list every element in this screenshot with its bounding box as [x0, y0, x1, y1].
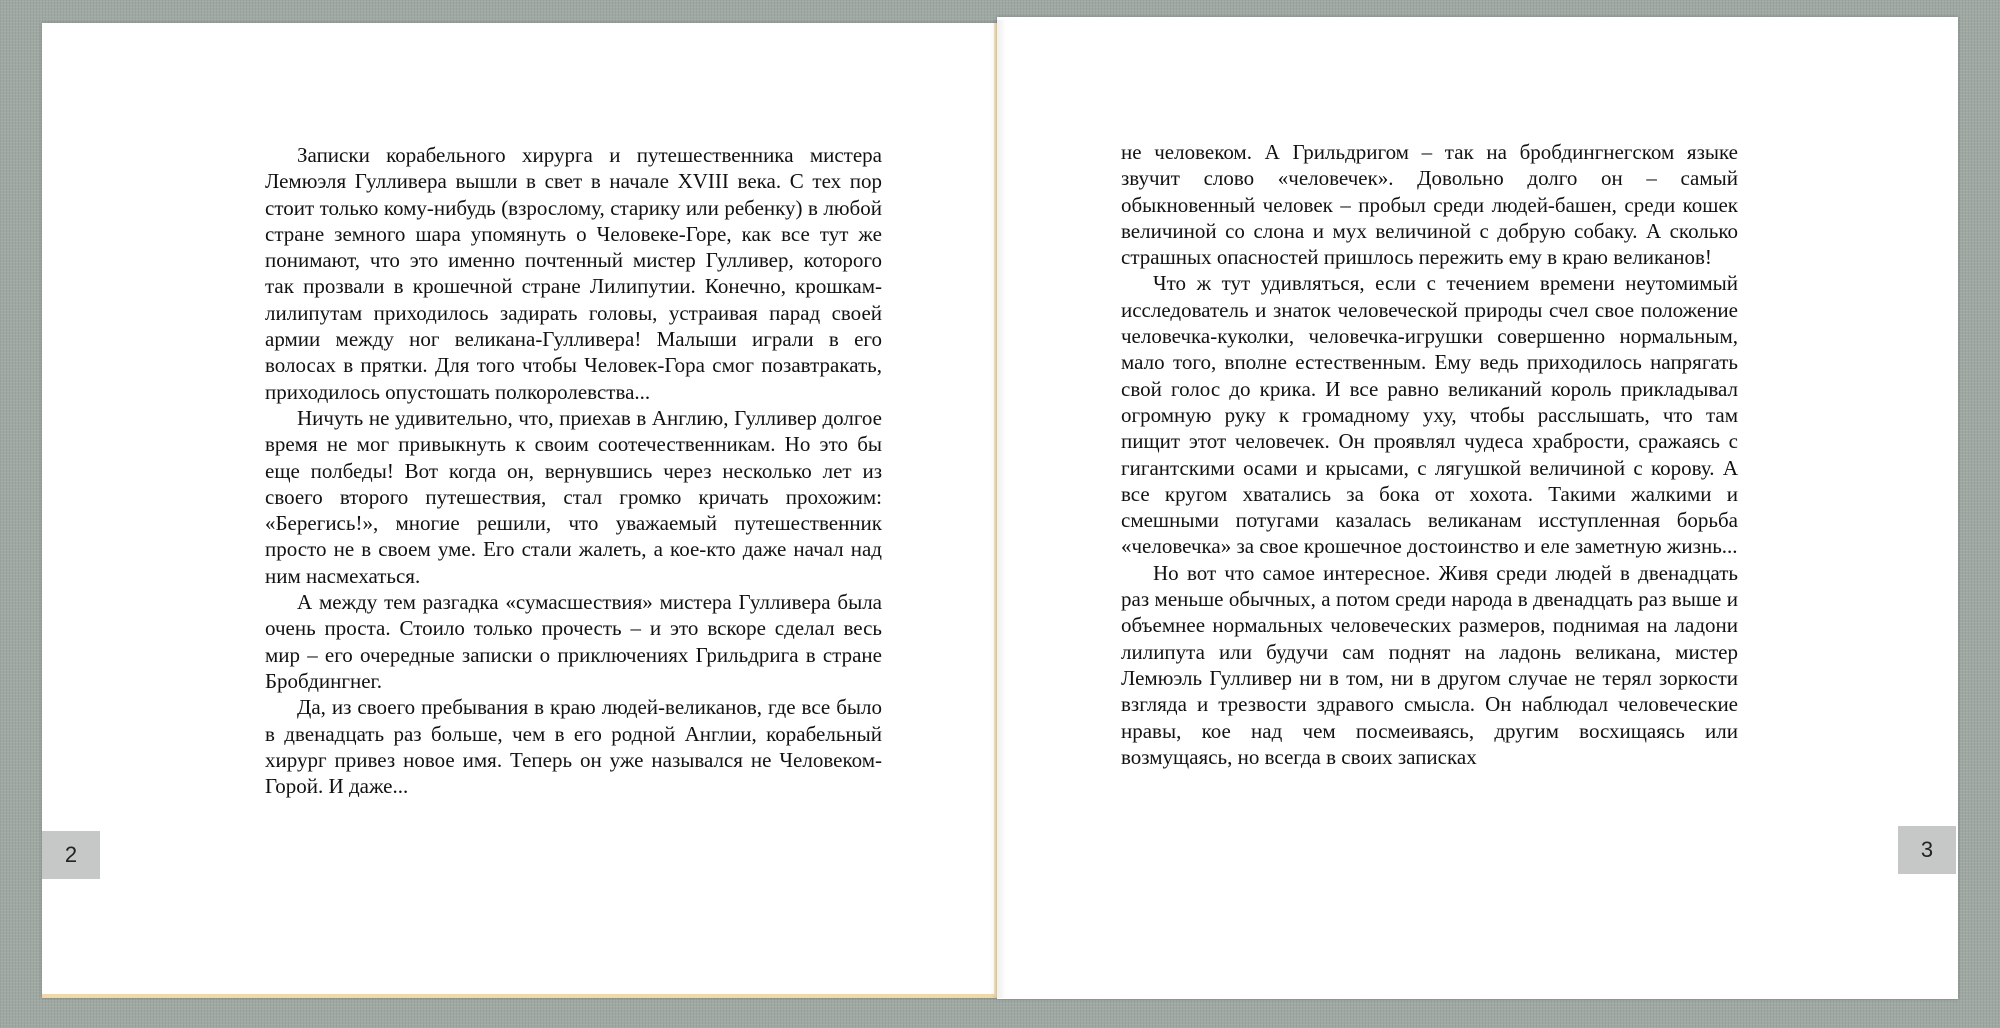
paragraph: А между тем разгадка «сумасшествия» мистера Гулливера была очень проста. Стоило только прочесть – и это вскоре сделал весь мир – его очередные записки о приключениях Грильдрига в стране Бробдингнег. [265, 590, 882, 693]
paragraph: Ничуть не удивительно, что, приехав в Англию, Гулливер долгое время не мог привыкнуть к своим соотечественникам. Но это бы еще полбеды! Вот когда он, вернувшись через несколько лет из своего второго путешествия, стал громко кричать прохожим: «Берегись!», многие решили, что уважаемый путешественник просто не в своем уме. Его стали жалеть, а кое-кто даже начал над ним насмехаться. [265, 405, 882, 588]
paragraph: Да, из своего пребывания в краю людей-великанов, где все было в двенадцать раз больше, чем в его родной Англии, корабельный хирург привез новое имя. Теперь он уже назывался не Человеком-Горой. И даже... [265, 695, 882, 799]
right-page-text [1121, 139, 1738, 770]
paragraph: Записки корабельного хирурга и путешественника мистера Лемюэля Гулливера вышли в свет в начале XVIII века. С тех пор стоит только кому-нибудь (взрослому, старику или ребенку) в любой стране земного шара упомянуть о Человеке-Горе, как все тут же понимают, что это именно почтенный мистер Гулливер, которого так прозвали в крошечной стране Лилипутии. Конечно, крошкам-лилипутам приходилось задирать головы, устраивая парад своей армии между ног великана-Гулливера! Малыши играли в его волосах в прятки. Для того чтобы Человек-Гора смог позавтракать, приходилось опустошать полкоролевства... [265, 143, 882, 404]
paragraph: Что ж тут удивляться, если с течением времени неутомимый исследователь и знаток человеческой природы счел свое положение человечка-куколки, человечка-игрушки совершенно нормальным, мало того, вполне естественным. Ему ведь приходилось напрягать свой голос до крика. И все равно великаний король прикладывал огромную руку к громадному уху, чтобы расслышать, что там пищит этот человечек. Он проявлял чудеса храбрости, сражаясь с гигантскими осами и крысами, с лягушкой величиной с корову. А все кругом хватались за бока от хохота. Такими жалкими и смешными потугами казалась великанам исступленная борьба «человечка» за свое крошечное достоинство и еле заметную жизнь... [1121, 271, 1738, 559]
page-number-right: 3 [1898, 826, 1956, 874]
paragraph: не человеком. А Грильдригом – так на бробдингнегском языке звучит слово «человечек». Довольно долго он – самый обыкновенный человек – пробыл среди людей-башен, среди кошек величиной со слона и мух величиной с добрую собаку. А сколько страшных опасностей пришлось пережить ему в краю великанов! [1121, 140, 1738, 270]
left-page-text [265, 142, 882, 799]
paragraph: Но вот что самое интересное. Живя среди людей в двенадцать раз меньше обычных, а потом среди народа в двенадцать раз выше и объемнее нормальных человеческих размеров, поднимая на ладони лилипута или будучи сам поднят на ладонь великана, мистер Лемюэль Гулливер ни в том, ни в другом случае не терял зоркости взгляда и трезвости здравого смысла. Он наблюдал человеческие нравы, кое над чем посмеиваясь, другим восхищаясь или возмущаясь, но всегда в своих записках [1121, 560, 1738, 769]
page-number-left: 2 [42, 831, 100, 879]
